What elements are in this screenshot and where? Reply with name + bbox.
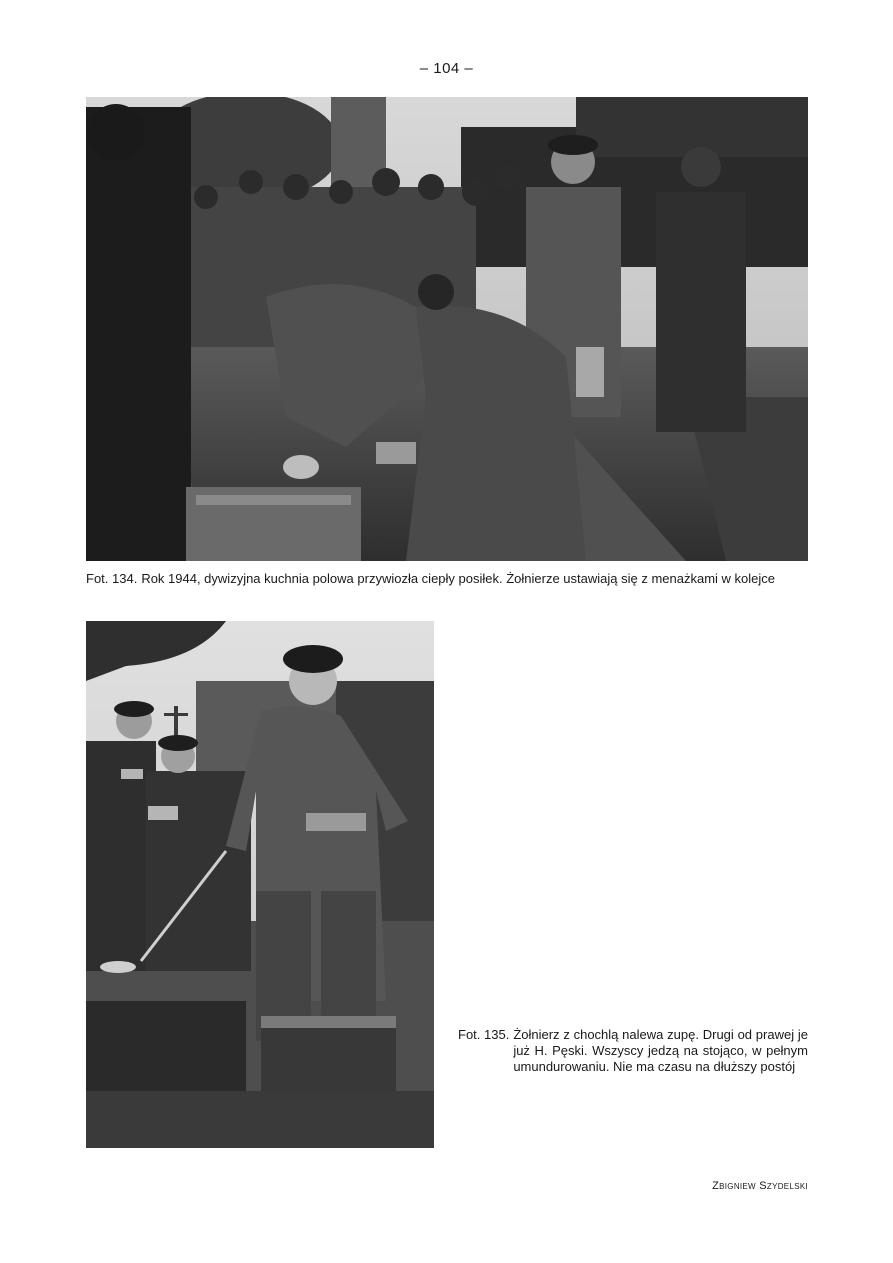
figure-134-text: Rok 1944, dywizyjna kuchnia polowa przywiozła ciepły posiłek. Żołnierze ustawiają się z menażkami w kolejce bbox=[141, 571, 775, 586]
photo-soldier-ladling-soup-image bbox=[86, 621, 434, 1148]
figure-135-caption bbox=[458, 1027, 808, 1075]
figure-135-text: Żołnierz z chochlą nalewa zupę. Drugi od prawej je już H. Pęski. Wszyscy jedzą na stojąco, w pełnym umundurowaniu. Nie ma czasu na dłuższy postój bbox=[513, 1027, 808, 1074]
photo-field-kitchen-queue-image bbox=[86, 97, 808, 561]
page-number: – 104 – bbox=[419, 60, 474, 77]
author-footer: Zbigniew Szydelski bbox=[712, 1180, 808, 1192]
figure-134-label: Fot. 134. bbox=[86, 571, 138, 586]
figure-134-caption bbox=[86, 571, 808, 587]
photo-field-kitchen-queue bbox=[86, 97, 808, 561]
photo-soldier-ladling-soup bbox=[86, 621, 434, 1148]
figure-135-label: Fot. 135. bbox=[458, 1027, 510, 1042]
